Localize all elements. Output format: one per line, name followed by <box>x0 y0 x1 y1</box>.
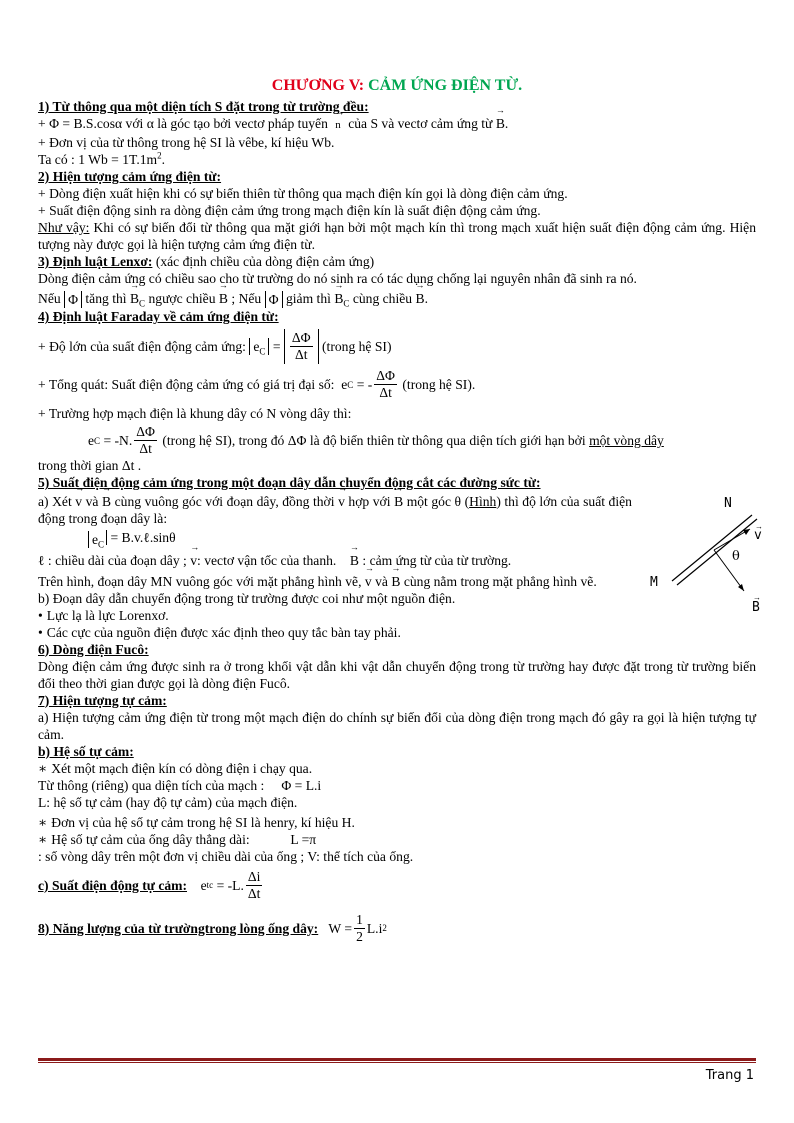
s5-equation: $e_C$ = B.v.ℓ.sinθ <box>38 529 632 547</box>
label-m: M <box>650 575 658 591</box>
s4-line-2: + Tổng quát: Suất điện động cảm ứng có giá trị đại số: e C = - $\frac{\Delta\Phi}{\Delta t}$ (trong hệ SI). <box>38 368 476 401</box>
s7-b-line-4: ∗ Đơn vị của hệ số tự cảm trong hệ SI là henry, kí hiệu H. <box>38 814 756 831</box>
vector-b: → B <box>496 115 505 132</box>
section-7c-heading: c) Suất điện động tự cảm: <box>38 877 188 893</box>
wire-line-1 <box>672 515 752 581</box>
footer-rule-thin <box>38 1062 756 1063</box>
s7-b-line-5: ∗ Hệ số tự cảm của ống dây thẳng dài: L =π <box>38 831 756 848</box>
fraction-di-dt: $\frac{\Delta i}{\Delta t}$ <box>247 868 261 901</box>
section-6-heading: 6) Dòng điện Fucô: <box>38 641 149 657</box>
s2-line-1: + Dòng điện xuất hiện khi có sự biến thiên từ thông qua mạch điện kín gọi là dòng điện cảm ứng. <box>38 186 568 201</box>
svg-text:→: → <box>755 522 763 532</box>
s3-line-2: Nếu Φ tăng thì → $B_C$ ngược chiều → B ; Nếu Φ giảm thì → $B_C$ cùng chiều → B. <box>38 290 756 308</box>
section-4-heading: 4) Định luật Faraday về cảm ứng điện từ: <box>38 309 279 325</box>
s5-line-4: Trên hình, đoạn dây MN vuông góc với mặt phẳng hình vẽ, → v và → B cùng nằm trong mặt phẳng hình vẽ. <box>38 573 632 590</box>
fraction-dphi-dt: $\frac{\Delta\Phi}{\Delta t}$ <box>291 330 311 363</box>
s5-line-3: ℓ : chiều dài của đoạn dây ; → v: vectơ vận tốc của thanh. → B : cảm ứng từ của từ trường. <box>38 552 632 569</box>
section-2-heading: 2) Hiện tượng cảm ứng điện từ: <box>38 169 222 184</box>
s6-line-1: Dòng điện cảm ứng được sinh ra ở trong khối vật dẫn khi vật dẫn chuyển động trong từ trường hay được đặt trong từ trường biến đổi theo thời gian được gọi là dòng điện Fucô. <box>38 658 756 691</box>
s7-b-line-1: ∗ Xét một mạch điện kín có dòng điện i chạy qua. <box>38 760 756 777</box>
s7-b-line-6: : số vòng dây trên một đơn vị chiều dài của ống ; V: thể tích của ống. <box>38 848 414 864</box>
s7-c-line: c) Suất điện động tự cảm: e tc = -L. $\frac{\Delta i}{\Delta t}$ <box>38 868 261 901</box>
label-theta: θ <box>732 549 740 565</box>
label-b: B <box>752 600 760 616</box>
section-8-heading: 8) Năng lượng của từ trườngtrong lòng ống dây: <box>38 920 319 936</box>
section-7-heading: 7) Hiện tượng tự cảm: <box>38 692 167 708</box>
label-v: → v <box>754 528 762 543</box>
section-3-heading: 3) Định luật Lenxơ: <box>38 254 153 269</box>
s5-bullet-1: • Lực lạ là lực Lorenxơ. <box>38 607 756 624</box>
label-n: N <box>724 496 732 512</box>
section-5-heading: 5) Suất điện động cảm ứng trong một đoạn dây dẫn chuyển động cắt các đường sức từ: <box>38 475 541 491</box>
field-arrowhead <box>738 584 744 591</box>
s8-line: 8) Năng lượng của từ trườngtrong lòng ống dây: W = $\frac{1}{2}$ L.i 2 <box>38 911 387 944</box>
chapter-label: CHƯƠNG V: <box>271 77 365 94</box>
s5-bullet-2: • Các cực của nguồn điện được xác định theo quy tắc bàn tay phải. <box>38 624 756 641</box>
s1-line-1: + Φ = B.S.cosα với α là góc tạo bởi vectơ pháp tuyến → n của S và vectơ cảm ứng từ → B. <box>38 115 756 134</box>
s1-line-2: + Đơn vị của từ thông trong hệ SI là vêbe, kí hiệu Wb. <box>38 135 335 150</box>
s4-line-1: + Độ lớn của suất điện động cảm ứng: $e_C$ = $\frac{\Delta\Phi}{\Delta t}$ (trong hệ SI) <box>38 330 392 363</box>
s5-line-5: b) Đoạn dây dẫn chuyển động trong từ trường được coi như một nguồn điện. <box>38 590 456 606</box>
conductor-diagram <box>644 493 764 618</box>
section-3-heading-row: 3) Định luật Lenxơ: (xác định chiều của dòng điện cảm ứng) <box>38 254 375 269</box>
s7-b-line-3: L: hệ số tự cảm (hay độ tự cảm) của mạch điện. <box>38 794 298 810</box>
s4-line-4: e C = -N. $\frac{\Delta\Phi}{\Delta t}$ (trong hệ SI), trong đó ΔΦ là độ biến thiên từ thông qua diện tích giới hạn bởi một vòng dây <box>88 424 664 457</box>
page-title <box>38 76 756 96</box>
s5-line-1: a) Xét → v và → B cùng vuông góc với đoạn dây, đồng thời → v hợp với → B một góc θ (Hình) thì độ lớn của suất điện động trong đoạn dây là: <box>38 493 632 527</box>
svg-text:→: → <box>753 593 761 603</box>
s7-b-line-2: Từ thông (riêng) qua diện tích của mạch : Φ = L.i <box>38 777 322 793</box>
s3-line-1: Dòng điện cảm ứng có chiều sao cho từ trường do nó sinh ra có tác dụng chống lại nguyên nhân đã sinh ra nó. <box>38 271 637 286</box>
wire-line-2 <box>677 519 757 585</box>
s1-line-3: Ta có : 1 $Wb = 1T.1m^2$. <box>38 150 165 167</box>
chapter-name: CẢM ỨNG ĐIỆN TỪ. <box>368 77 523 94</box>
normal-vector: → n <box>335 117 341 134</box>
document-page <box>38 76 763 949</box>
s2-line-3: Như vậy: Khi có sự biến đổi từ thông qua mặt giới hạn bởi một mạch kín thì trong mạch xuất hiện suất điện động cảm ứng. Hiện tượng này được gọi là hiện tượng cảm ứng điện từ. <box>38 220 756 252</box>
fraction-one-half: $\frac{1}{2}$ <box>356 911 363 944</box>
section-1-heading: 1) Từ thông qua một diện tích S đặt trong từ trường đều: <box>38 99 369 114</box>
s7-line-1: a) Hiện tượng cảm ứng điện từ trong một mạch điện do chính sự biến đổi của dòng điện trong mạch đó gây ra gọi là hiện tượng tự cảm. <box>38 709 756 742</box>
section-7b-heading: b) Hệ số tự cảm: <box>38 743 134 759</box>
s2-line-2: + Suất điện động sinh ra dòng điện cảm ứng trong mạch điện kín là suất điện động cảm ứng. <box>38 203 541 218</box>
footer-rule-thick <box>38 1058 756 1061</box>
page-number: Trang 1 <box>705 1068 754 1083</box>
s4-line-3: + Trường hợp mạch điện là khung dây có N vòng dây thì: <box>38 406 352 422</box>
s4-line-5: trong thời gian Δt . <box>38 458 142 474</box>
